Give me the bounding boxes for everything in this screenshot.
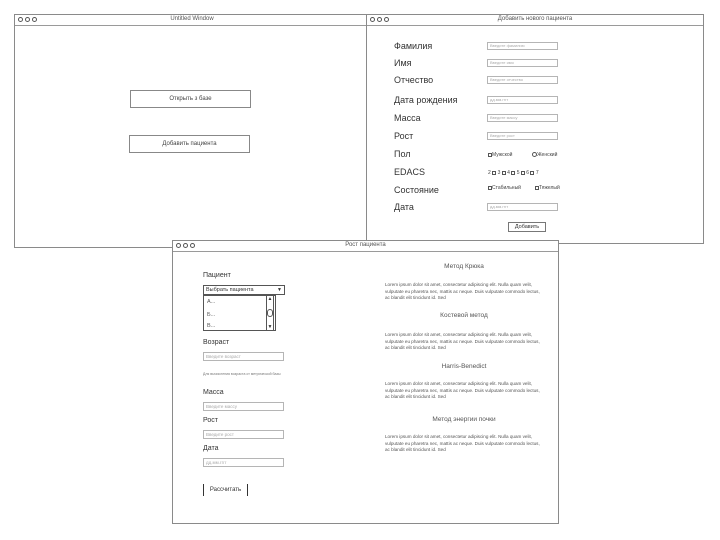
age-note: Для вычисления возраста от метрической базы	[203, 372, 281, 376]
patient-select[interactable]: Выбрать пациента ▼	[203, 285, 285, 295]
state-label: Состояние	[394, 185, 439, 195]
method-text: Lorem ipsum dolor sit amet, consectetur adipiscing elit. Nulla quam velit, vulputate eu pharetra nec, mattis ac neque. Duis vulputate commodo lectus, ac blandit elit tincidunt id. Sed	[385, 332, 540, 350]
list-item[interactable]: В...	[207, 323, 216, 329]
calculate-button[interactable]: Рассчитать	[203, 484, 248, 496]
date-label: Дата	[203, 445, 219, 452]
method-title: Метод энергии почки	[432, 416, 496, 423]
checkbox-icon[interactable]	[502, 171, 506, 175]
birthdate-input[interactable]: дд.мм.гггг	[487, 96, 558, 104]
calc-window	[172, 240, 559, 524]
scroll-up-icon[interactable]: ▲	[267, 296, 273, 302]
open-db-button[interactable]: Открыть з базе	[130, 90, 251, 108]
method-text: Lorem ipsum dolor sit amet, consectetur adipiscing elit. Nulla quam velit, vulputate eu pharetra nec, mattis ac neque. Duis vulputate commodo lectus, ac blandit elit tincidunt id. Sed	[385, 282, 540, 300]
add-button[interactable]: Добавить	[508, 222, 546, 232]
add-patient-window	[366, 14, 704, 244]
checkbox-icon[interactable]	[511, 171, 515, 175]
method-text: Lorem ipsum dolor sit amet, consectetur adipiscing elit. Nulla quam velit, vulputate eu pharetra nec, mattis ac neque. Duis vulputate commodo lectus, ac blandit elit tincidunt id. Sed	[385, 381, 540, 399]
mass-label: Масса	[394, 113, 421, 123]
surname-input[interactable]: Введите фамилию	[487, 42, 558, 50]
state-severe-option[interactable]: Тяжелый	[535, 185, 560, 191]
surname-label: Фамилия	[394, 41, 433, 51]
patient-label: Пациент	[203, 272, 231, 279]
add-patient-titlebar[interactable]	[367, 15, 703, 26]
height-label: Рост	[203, 417, 218, 424]
list-item[interactable]: А...	[207, 299, 216, 305]
checkbox-icon[interactable]	[530, 171, 534, 175]
mass-input[interactable]: Введите массу	[487, 114, 558, 122]
checkbox-icon[interactable]	[521, 171, 525, 175]
height-input[interactable]: Введите рост	[487, 132, 558, 140]
birthdate-label: Дата рождения	[394, 95, 458, 105]
method-title: Метод Крюка	[444, 263, 484, 270]
date-input[interactable]: дд.мм.гггг	[487, 203, 558, 211]
window-title: Добавить нового пациента	[497, 16, 573, 22]
window-title: Рост пациента	[345, 242, 386, 248]
age-label: Возраст	[203, 339, 230, 346]
method-title: Harris-Benedict	[441, 363, 487, 370]
patronymic-input[interactable]: Введите отчество	[487, 76, 558, 84]
list-item[interactable]: Б...	[207, 312, 216, 318]
edacs-label: EDACS	[394, 167, 426, 177]
patronymic-label: Отчество	[394, 75, 434, 85]
calc-titlebar[interactable]	[173, 241, 558, 252]
age-input[interactable]: Введите возраст	[203, 352, 284, 361]
date-input[interactable]: дд.мм.гггг	[203, 458, 284, 467]
main-window	[14, 14, 370, 248]
scroll-thumb[interactable]	[267, 309, 273, 317]
add-patient-button[interactable]: Добавить пациента	[129, 135, 250, 153]
chevron-down-icon[interactable]: ▼	[277, 287, 282, 293]
name-label: Имя	[394, 58, 412, 68]
name-input[interactable]: Введите имя	[487, 59, 558, 67]
scroll-down-icon[interactable]: ▼	[267, 324, 273, 330]
gender-male-option[interactable]: Мужской	[488, 152, 512, 158]
mass-label: Масса	[203, 389, 224, 396]
checkbox-icon[interactable]	[492, 171, 496, 175]
list-scrollbar[interactable]	[266, 295, 274, 331]
height-label: Рост	[394, 131, 414, 141]
gender-female-option[interactable]: Женский	[532, 152, 557, 158]
edacs-options[interactable]: 2 3 4 5 6 7	[488, 170, 539, 176]
date-label: Дата	[394, 202, 414, 212]
method-text: Lorem ipsum dolor sit amet, consectetur adipiscing elit. Nulla quam velit, vulputate eu pharetra nec, mattis ac neque. Duis vulputate commodo lectus, ac blandit elit tincidunt id. Sed	[385, 434, 540, 452]
mass-input[interactable]: Введите массу	[203, 402, 284, 411]
method-title: Костевой метод	[440, 312, 488, 319]
height-input[interactable]: Введите рост	[203, 430, 284, 439]
window-title: Untitled Window	[170, 16, 214, 22]
main-window-titlebar[interactable]	[15, 15, 369, 26]
gender-label: Пол	[394, 149, 411, 159]
state-stable-option[interactable]: Стабильный	[488, 185, 521, 191]
